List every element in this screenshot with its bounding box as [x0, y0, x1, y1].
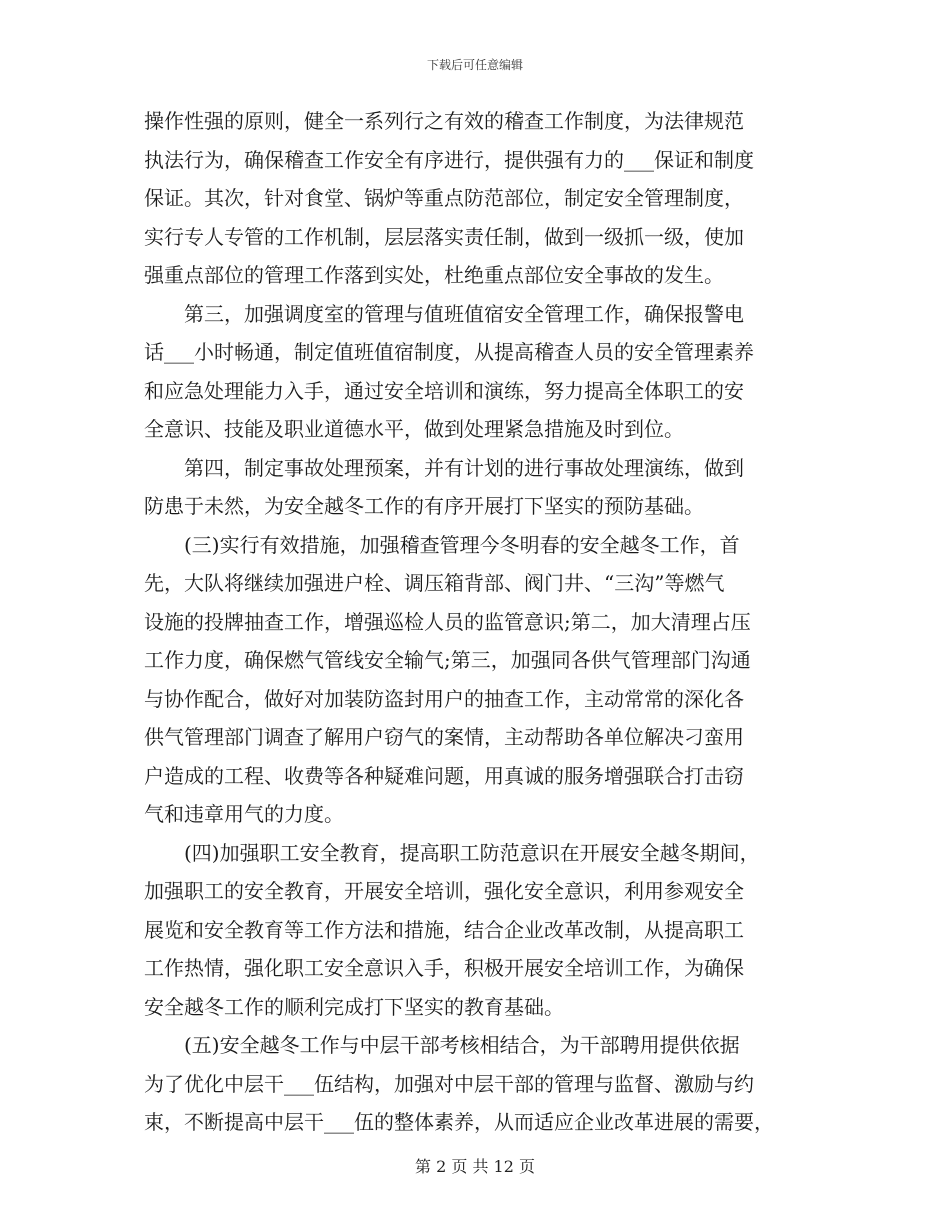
page-number-footer: 第 2 页 共 12 页: [415, 1157, 535, 1176]
text-line: (五)安全越冬工作与中层干部考核相结合，为干部聘用提供依据: [144, 1033, 740, 1057]
text-line: (四)加强职工安全教育，提高职工防范意识在开展安全越冬期间，: [144, 840, 760, 865]
text-line: 话___小时畅通，制定值班值宿制度，从提高稽查人员的安全管理素养: [144, 340, 754, 364]
text-line: 与协作配合，做好对加装防盗封用户的抽查工作，主动常常的深化各: [144, 686, 744, 711]
text-line: 工作力度，确保燃气管线安全输气;第三，加强同各供气管理部门沟通: [144, 648, 751, 672]
text-line: 设施的投牌抽查工作，增强巡检人员的监管意识;第二，加大清理占压: [144, 609, 751, 634]
text-line: 安全越冬工作的顺利完成打下坚实的教育基础。: [144, 994, 564, 1019]
text-line: 束，不断提高中层干___伍的整体素养，从而适应企业改革进展的需要，: [144, 1110, 774, 1134]
text-line: 执法行为，确保稽查工作安全有序进行，提供强有力的___保证和制度: [144, 147, 754, 172]
document-body: [144, 102, 814, 1142]
text-line: 全意识、技能及职业道德水平，做到处理紧急措施及时到位。: [144, 417, 684, 441]
text-line: 第四，制定事故处理预案，并有计划的进行事故处理演练，做到: [144, 455, 744, 480]
text-line: 和应急处理能力入手，通过安全培训和演练，努力提高全体职工的安: [144, 378, 744, 403]
text-line: 保证。其次，针对食堂、锅炉等重点防范部位，制定安全管理制度，: [144, 186, 744, 210]
text-line: 实行专人专管的工作机制，层层落实责任制，做到一级抓一级，使加: [144, 224, 744, 249]
text-line: 工作热情，强化职工安全意识入手，积极开展安全培训工作，为确保: [144, 956, 744, 980]
text-line: 展览和安全教育等工作方法和措施，结合企业改革改制，从提高职工: [144, 917, 744, 942]
text-line: 第三，加强调度室的管理与值班值宿安全管理工作，确保报警电: [144, 301, 744, 326]
text-line: 防患于未然，为安全越冬工作的有序开展打下坚实的预防基础。: [144, 494, 704, 518]
text-line: 加强职工的安全教育，开展安全培训，强化安全意识，利用参观安全: [144, 879, 744, 903]
text-line: 供气管理部门调查了解用户窃气的案情，主动帮助各单位解决刁蛮用: [144, 725, 744, 749]
text-line: 强重点部位的管理工作落到实处，杜绝重点部位安全事故的发生。: [144, 263, 724, 287]
text-line: (三)实行有效措施，加强稽查管理今冬明春的安全越冬工作，首: [144, 532, 740, 557]
text-line: 户造成的工程、收费等各种疑难问题，用真诚的服务增强联合打击窃: [144, 763, 744, 788]
page-header-note: 下载后可任意编辑: [426, 58, 523, 72]
text-line: 气和违章用气的力度。: [144, 802, 344, 826]
text-line: 先，大队将继续加强进户栓、调压箱背部、阀门井、“三沟”等燃气: [144, 571, 725, 595]
text-line: 为了优化中层干___伍结构，加强对中层干部的管理与监督、激励与约: [144, 1071, 754, 1096]
text-line: 操作性强的原则，健全一系列行之有效的稽查工作制度，为法律规范: [144, 109, 744, 133]
